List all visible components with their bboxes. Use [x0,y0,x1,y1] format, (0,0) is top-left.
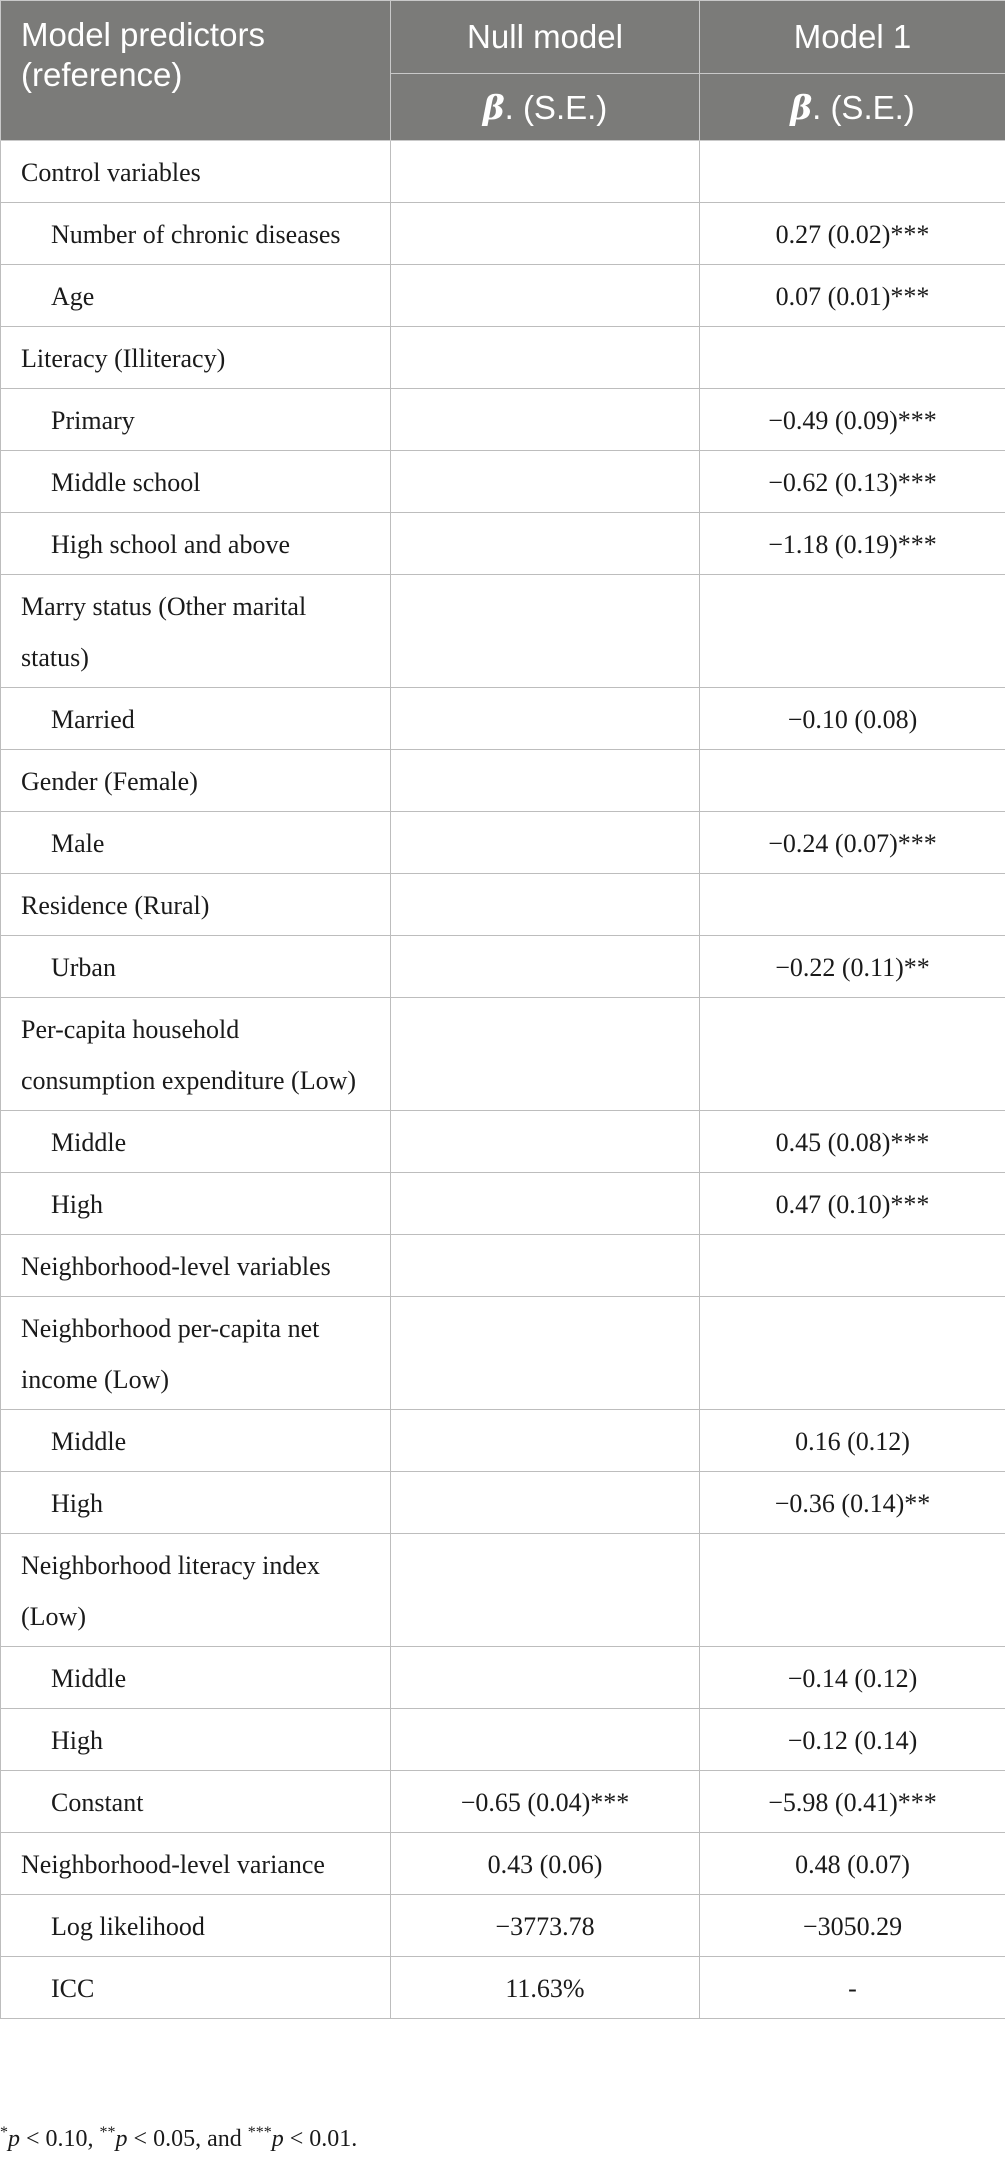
null-model-value [391,1297,700,1410]
null-model-value [391,874,700,936]
null-model-value [391,327,700,389]
null-model-value [391,1173,700,1235]
row-label: Neighborhood literacy index (Low) [1,1534,391,1647]
row-label: Gender (Female) [1,750,391,812]
table-row [1,1534,1005,1647]
model1-value: 0.16 (0.12) [700,1410,1005,1472]
header-null-model: Null model [391,1,700,74]
null-model-value [391,812,700,874]
model1-value [700,575,1005,688]
row-label: Urban [1,936,391,998]
model1-value: −0.12 (0.14) [700,1709,1005,1771]
model1-value: −0.62 (0.13)*** [700,451,1005,513]
table-row [1,1833,1005,1895]
null-model-value [391,451,700,513]
footnote-p: p [115,2126,128,2152]
footnote-text: < 0.10, [20,2126,100,2152]
model1-value: −5.98 (0.41)*** [700,1771,1005,1833]
null-model-value [391,203,700,265]
table-row [1,1709,1005,1771]
model1-value: −0.14 (0.12) [700,1647,1005,1709]
row-label: Marry status (Other marital status) [1,575,391,688]
table-row [1,1647,1005,1709]
model1-value: 0.45 (0.08)*** [700,1111,1005,1173]
table-row [1,998,1005,1111]
table-row [1,1957,1005,2019]
null-model-value [391,389,700,451]
row-label: High [1,1472,391,1534]
table-row [1,1297,1005,1410]
footnote-mark: ** [99,2124,116,2141]
table-row [1,812,1005,874]
null-model-value: −3773.78 [391,1895,700,1957]
row-label: Neighborhood per-capita net income (Low) [1,1297,391,1410]
model1-value [700,998,1005,1111]
row-label: Middle [1,1410,391,1472]
table-footnote [0,2124,357,2153]
row-label: High school and above [1,513,391,575]
null-model-value [391,1647,700,1709]
row-label: High [1,1709,391,1771]
null-model-value [391,1534,700,1647]
null-model-value [391,936,700,998]
table-row [1,389,1005,451]
model1-value [700,1534,1005,1647]
header-model1-beta-se [700,74,1005,141]
footnote-p: p [271,2126,284,2152]
model1-value [700,141,1005,203]
null-model-value: 11.63% [391,1957,700,2019]
row-label: Neighborhood-level variance [1,1833,391,1895]
table-row [1,688,1005,750]
model1-value: −0.49 (0.09)*** [700,389,1005,451]
beta-symbol: β [482,87,505,127]
row-label: Married [1,688,391,750]
model1-value: 0.48 (0.07) [700,1833,1005,1895]
null-model-value [391,688,700,750]
row-label: Per-capita household consumption expenditure (Low) [1,998,391,1111]
header-model-predictors: Model predictors (reference) [1,1,391,141]
footnote-text: < 0.01. [283,2126,358,2152]
header-model-1: Model 1 [700,1,1005,74]
table-row [1,513,1005,575]
table-row [1,1235,1005,1297]
model1-value: 0.07 (0.01)*** [700,265,1005,327]
model1-value [700,1297,1005,1410]
model1-value: −0.36 (0.14)** [700,1472,1005,1534]
null-model-value [391,1235,700,1297]
row-label: Residence (Rural) [1,874,391,936]
null-model-value [391,998,700,1111]
table-row [1,874,1005,936]
null-model-value [391,1709,700,1771]
null-model-value [391,1472,700,1534]
row-label: ICC [1,1957,391,2019]
row-label: Middle school [1,451,391,513]
row-label: Age [1,265,391,327]
null-model-value: −0.65 (0.04)*** [391,1771,700,1833]
model1-value: −1.18 (0.19)*** [700,513,1005,575]
table-row [1,141,1005,203]
model1-value: 0.47 (0.10)*** [700,1173,1005,1235]
footnote-text: < 0.05, and [127,2126,248,2152]
table-row [1,203,1005,265]
model1-value: −0.22 (0.11)** [700,936,1005,998]
null-model-value [391,750,700,812]
table-row [1,1410,1005,1472]
model1-value [700,750,1005,812]
footnote-mark: * [0,2124,8,2141]
row-label: Constant [1,1771,391,1833]
null-model-value [391,265,700,327]
model1-value [700,1235,1005,1297]
header-null-beta-se [391,74,700,141]
null-model-value [391,1410,700,1472]
table-header [1,1,1005,141]
model1-value [700,327,1005,389]
table-row [1,1771,1005,1833]
null-model-value: 0.43 (0.06) [391,1833,700,1895]
table-row [1,1111,1005,1173]
model1-value: −0.10 (0.08) [700,688,1005,750]
table-row [1,936,1005,998]
beta-se-label: . (S.E.) [504,88,608,126]
table-row [1,750,1005,812]
row-label: Primary [1,389,391,451]
model1-value [700,874,1005,936]
table-row [1,265,1005,327]
null-model-value [391,141,700,203]
footnote-p: p [8,2126,20,2152]
model1-value: −0.24 (0.07)*** [700,812,1005,874]
table-row [1,1895,1005,1957]
null-model-value [391,1111,700,1173]
row-label: Number of chronic diseases [1,203,391,265]
model1-value: −3050.29 [700,1895,1005,1957]
table-row [1,1472,1005,1534]
table-row [1,1173,1005,1235]
row-label: Middle [1,1111,391,1173]
table-row [1,451,1005,513]
null-model-value [391,575,700,688]
row-label: Male [1,812,391,874]
table-row [1,327,1005,389]
row-label: Control variables [1,141,391,203]
row-label: Neighborhood-level variables [1,1235,391,1297]
table-body [1,141,1005,2019]
table-row [1,575,1005,688]
model1-value: - [700,1957,1005,2019]
row-label: Literacy (Illiteracy) [1,327,391,389]
row-label: Middle [1,1647,391,1709]
beta-symbol: β [790,87,813,127]
beta-se-label: . (S.E.) [812,88,915,126]
row-label: High [1,1173,391,1235]
row-label: Log likelihood [1,1895,391,1957]
model1-value: 0.27 (0.02)*** [700,203,1005,265]
footnote-mark: *** [247,2124,272,2141]
null-model-value [391,513,700,575]
